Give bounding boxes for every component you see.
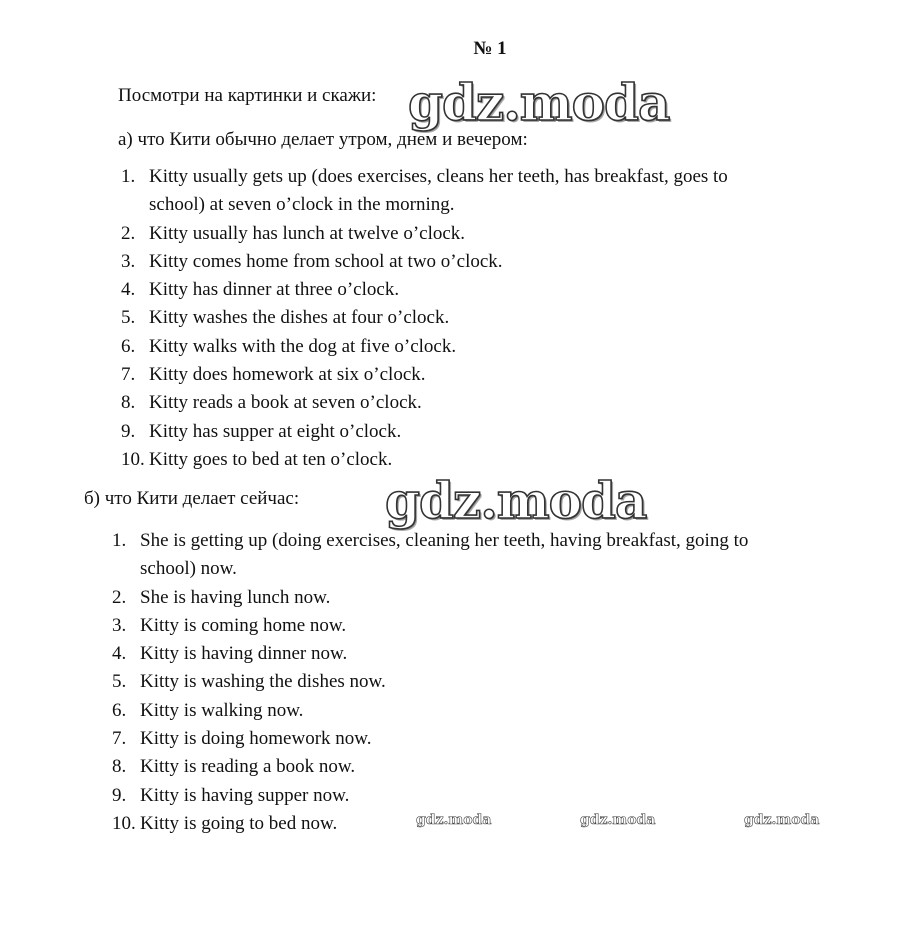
item-number: 3. bbox=[121, 250, 136, 272]
item-number: 3. bbox=[112, 614, 127, 636]
section-b-heading: б) что Кити делает сейчас: bbox=[84, 488, 300, 509]
list-item bbox=[112, 753, 842, 781]
item-text: Kitty usually gets up (does exercises, cleans her teeth, has breakfast, goes to bbox=[149, 166, 728, 187]
item-text: Kitty comes home from school at two o’clock. bbox=[149, 250, 503, 272]
list-item bbox=[112, 584, 842, 612]
item-number: 7. bbox=[112, 728, 127, 750]
list-item bbox=[121, 304, 821, 332]
item-text-continuation: school) now. bbox=[140, 558, 237, 580]
list-item bbox=[112, 612, 842, 640]
item-number: 1. bbox=[112, 530, 127, 551]
list-item bbox=[121, 418, 821, 446]
item-text: Kitty goes to bed at ten o’clock. bbox=[149, 448, 393, 470]
list-item bbox=[121, 276, 821, 304]
item-text: Kitty does homework at six o’clock. bbox=[149, 364, 426, 386]
watermark-small: gdz.moda bbox=[580, 812, 656, 828]
item-text: Kitty washes the dishes at four o’clock. bbox=[149, 307, 450, 329]
item-text: Kitty is going to bed now. bbox=[140, 812, 338, 834]
item-number: 9. bbox=[112, 784, 127, 806]
exercise-number: № 1 bbox=[473, 38, 507, 59]
item-text: Kitty reads a book at seven o’clock. bbox=[149, 392, 422, 414]
item-text: Kitty walks with the dog at five o’clock. bbox=[149, 335, 457, 357]
item-text: Kitty is doing homework now. bbox=[140, 728, 372, 750]
watermark-logo: gdz.moda bbox=[408, 73, 670, 132]
list-item bbox=[121, 361, 821, 389]
section-b-list bbox=[112, 527, 842, 838]
item-number: 6. bbox=[121, 335, 136, 357]
list-item bbox=[112, 697, 842, 725]
item-number: 4. bbox=[112, 643, 127, 665]
item-text: Kitty usually has lunch at twelve o’clock. bbox=[149, 222, 466, 244]
item-text: Kitty is walking now. bbox=[140, 699, 304, 721]
list-item bbox=[112, 668, 842, 696]
item-text: Kitty has dinner at three o’clock. bbox=[149, 279, 400, 301]
item-number: 5. bbox=[112, 671, 127, 693]
item-number: 2. bbox=[121, 222, 136, 244]
item-text: Kitty is washing the dishes now. bbox=[140, 671, 386, 693]
item-number: 2. bbox=[112, 586, 127, 608]
item-text: Kitty is having supper now. bbox=[140, 784, 350, 806]
item-text: Kitty is having dinner now. bbox=[140, 643, 348, 665]
list-item bbox=[112, 640, 842, 668]
list-item bbox=[112, 725, 842, 753]
list-item bbox=[112, 527, 842, 584]
item-text: Kitty is reading a book now. bbox=[140, 756, 356, 778]
list-item bbox=[121, 163, 821, 220]
item-text: Kitty has supper at eight o’clock. bbox=[149, 420, 402, 442]
intro-instruction: Посмотри на картинки и скажи: bbox=[118, 85, 377, 106]
item-number: 5. bbox=[121, 307, 136, 329]
item-number: 9. bbox=[121, 420, 136, 442]
list-item bbox=[121, 389, 821, 417]
list-item bbox=[121, 333, 821, 361]
section-a-heading: а) что Кити обычно делает утром, днем и вечером: bbox=[118, 129, 528, 150]
watermark-small: gdz.moda bbox=[416, 812, 492, 828]
item-number: 4. bbox=[121, 279, 136, 301]
item-number: 1. bbox=[121, 166, 136, 187]
item-text: She is getting up (doing exercises, cleaning her teeth, having breakfast, going to bbox=[140, 530, 749, 551]
section-a-list bbox=[121, 163, 821, 474]
item-number: 10. bbox=[121, 448, 145, 470]
item-text: Kitty is coming home now. bbox=[140, 614, 347, 636]
item-number: 6. bbox=[112, 699, 127, 721]
item-number: 8. bbox=[112, 756, 127, 778]
list-item bbox=[112, 782, 842, 810]
list-item bbox=[121, 220, 821, 248]
list-item bbox=[121, 248, 821, 276]
watermark-logo: gdz.moda bbox=[385, 471, 647, 530]
item-number: 8. bbox=[121, 392, 136, 414]
item-text: She is having lunch now. bbox=[140, 586, 331, 608]
item-number: 10. bbox=[112, 812, 136, 834]
item-number: 7. bbox=[121, 364, 136, 386]
watermark-small: gdz.moda bbox=[744, 812, 820, 828]
item-text-continuation: school) at seven o’clock in the morning. bbox=[149, 194, 455, 216]
